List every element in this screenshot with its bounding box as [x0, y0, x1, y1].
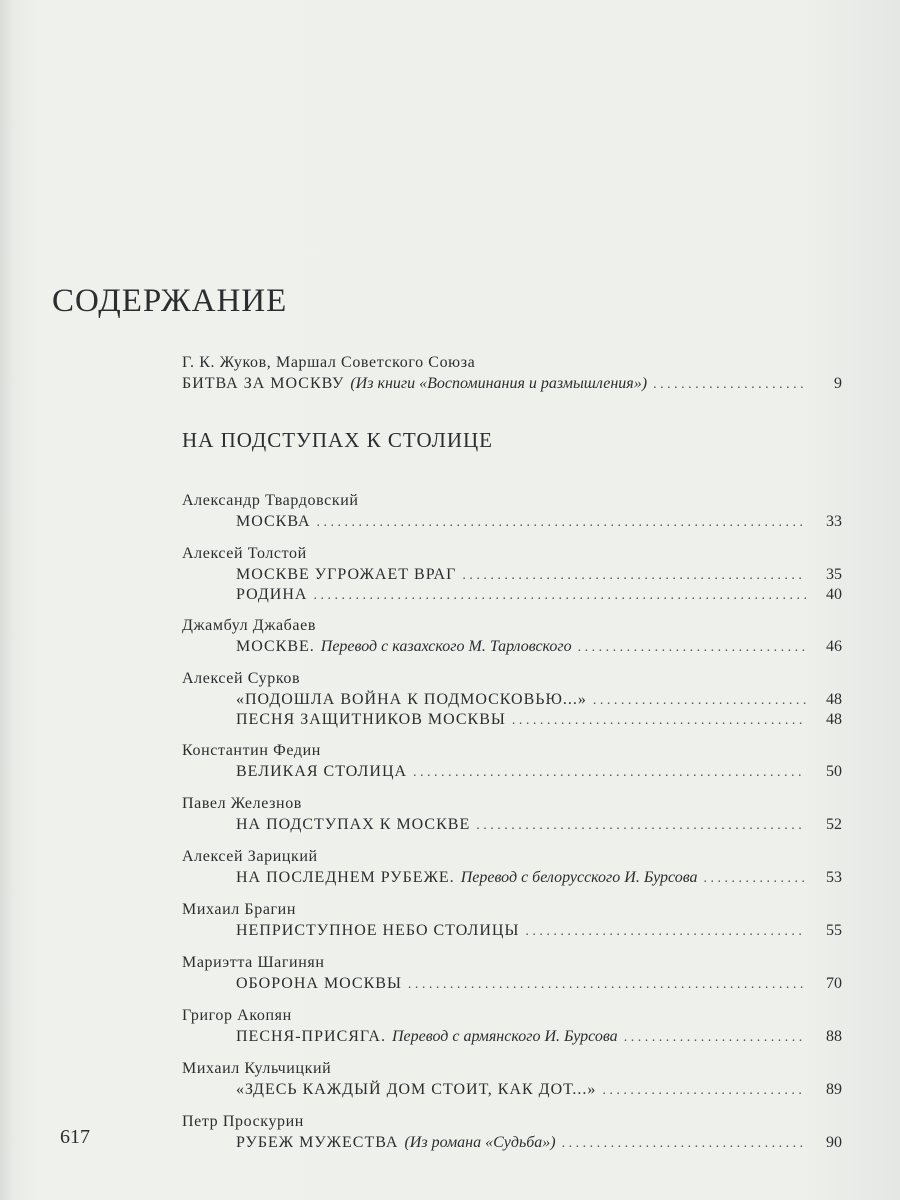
work-title: «ЗДЕСЬ КАЖДЫЙ ДОМ СТОИТ, КАК ДОТ...»: [236, 1081, 597, 1098]
work-title: РУБЕЖ МУЖЕСТВА: [236, 1134, 399, 1151]
intro-entry: [182, 352, 842, 394]
work-title: РОДИНА: [236, 586, 308, 603]
page-number: 88: [826, 1028, 842, 1045]
page-number: 48: [826, 711, 842, 728]
page-number: 52: [826, 816, 842, 833]
dot-leader: [512, 711, 806, 731]
work-title: НА ПОДСТУПАХ К МОСКВЕ: [236, 816, 471, 833]
entry-author: Алексей Сурков: [182, 670, 301, 687]
dot-leader: [462, 566, 806, 586]
entry-work: [236, 762, 842, 782]
page-number: 48: [826, 691, 842, 708]
section-heading: НА ПОДСТУПАХ К СТОЛИЦЕ: [182, 428, 493, 452]
toc-entry: [182, 846, 842, 899]
work-title: ПЕСНЯ ЗАЩИТНИКОВ МОСКВЫ: [236, 711, 506, 728]
page-number: 33: [826, 513, 842, 530]
page-number: 50: [826, 763, 842, 780]
toc-entry: [182, 1005, 842, 1058]
toc-entry: [182, 740, 842, 793]
entry-author: Михаил Кульчицкий: [182, 1060, 332, 1077]
entry-author: Алексей Толстой: [182, 545, 307, 562]
entry-author: Джамбул Джабаев: [182, 617, 316, 634]
dot-leader: [653, 375, 806, 395]
entry-work: [236, 637, 842, 657]
toc-entry: [182, 615, 842, 668]
entry-author: Петр Проскурин: [182, 1113, 304, 1130]
page-number: 89: [826, 1081, 842, 1098]
toc-entry: [182, 952, 842, 1005]
entry-work: [236, 1133, 842, 1153]
folio: 617: [60, 1126, 90, 1148]
toc-entry: [182, 1058, 842, 1111]
entry-work: [236, 585, 842, 605]
entry-work: [236, 921, 842, 941]
dot-leader: [602, 1081, 806, 1101]
toc-entry: [182, 1111, 842, 1164]
dot-leader: [624, 1028, 806, 1048]
dot-leader: [476, 816, 806, 836]
work-note: (Из романа «Судьба»): [404, 1134, 556, 1151]
page-number: 90: [826, 1134, 842, 1151]
dot-leader: [525, 922, 806, 942]
entry-author: Александр Твардовский: [182, 492, 359, 509]
work-title: ПЕСНЯ-ПРИСЯГА.: [236, 1028, 386, 1045]
dot-leader: [413, 763, 806, 783]
work-title: ОБОРОНА МОСКВЫ: [236, 975, 402, 992]
toc-entry: [182, 543, 842, 615]
entry-work: [236, 710, 842, 730]
page-number: 35: [826, 566, 842, 583]
page-number: 53: [826, 869, 842, 886]
work-note: Перевод с белорусского И. Бурсова: [460, 869, 698, 886]
work-title: БИТВА ЗА МОСКВУ: [182, 375, 345, 392]
entry-author: Мариэтта Шагинян: [182, 954, 325, 971]
work-title: МОСКВА: [236, 513, 311, 530]
dot-leader: [408, 975, 806, 995]
dot-leader: [562, 1134, 806, 1154]
entry-work: [236, 1027, 842, 1047]
work-note: Перевод с армянского И. Бурсова: [391, 1028, 618, 1045]
work-title: ВЕЛИКАЯ СТОЛИЦА: [236, 763, 408, 780]
work-title: МОСКВЕ.: [236, 638, 315, 655]
page-title: СОДЕРЖАНИЕ: [52, 283, 288, 319]
work-title: НЕПРИСТУПНОЕ НЕБО СТОЛИЦЫ: [236, 922, 520, 939]
entry-author: Григор Акопян: [182, 1007, 292, 1024]
work-title: НА ПОСЛЕДНЕМ РУБЕЖЕ.: [236, 869, 455, 886]
work-title: МОСКВЕ УГРОЖАЕТ ВРАГ: [236, 566, 457, 583]
page-number: 55: [826, 922, 842, 939]
entry-author: Михаил Брагин: [182, 901, 297, 918]
toc-entry: [182, 490, 842, 543]
toc-entry: [182, 899, 842, 952]
toc-entry: [182, 793, 842, 846]
entry-author: Константин Федин: [182, 742, 321, 759]
entry-work: [236, 815, 842, 835]
entry-author: Павел Железнов: [182, 795, 302, 812]
work-note: Перевод с казахского М. Тарловского: [320, 638, 572, 655]
page-number: 9: [834, 375, 842, 392]
toc-entries: [182, 490, 842, 1164]
work-title: «ПОДОШЛА ВОЙНА К ПОДМОСКОВЬЮ...»: [236, 691, 587, 708]
entry-author: Г. К. Жуков, Маршал Советского Союза: [182, 354, 476, 371]
entry-work: [236, 868, 842, 888]
page-number: 40: [826, 586, 842, 603]
entry-work: [236, 974, 842, 994]
entry-work: [182, 374, 842, 394]
dot-leader: [593, 691, 806, 711]
page-number: 70: [826, 975, 842, 992]
entry-work: [236, 512, 842, 532]
dot-leader: [313, 586, 806, 606]
entry-work: [236, 690, 842, 710]
dot-leader: [578, 638, 806, 658]
dot-leader: [704, 869, 806, 889]
entry-author: Алексей Зарицкий: [182, 848, 318, 865]
dot-leader: [317, 513, 806, 533]
entry-work: [236, 1080, 842, 1100]
work-note: (Из книги «Воспоминания и размышления»): [350, 375, 648, 392]
page-number: 46: [826, 638, 842, 655]
toc-entry: [182, 668, 842, 740]
entry-work: [236, 565, 842, 585]
